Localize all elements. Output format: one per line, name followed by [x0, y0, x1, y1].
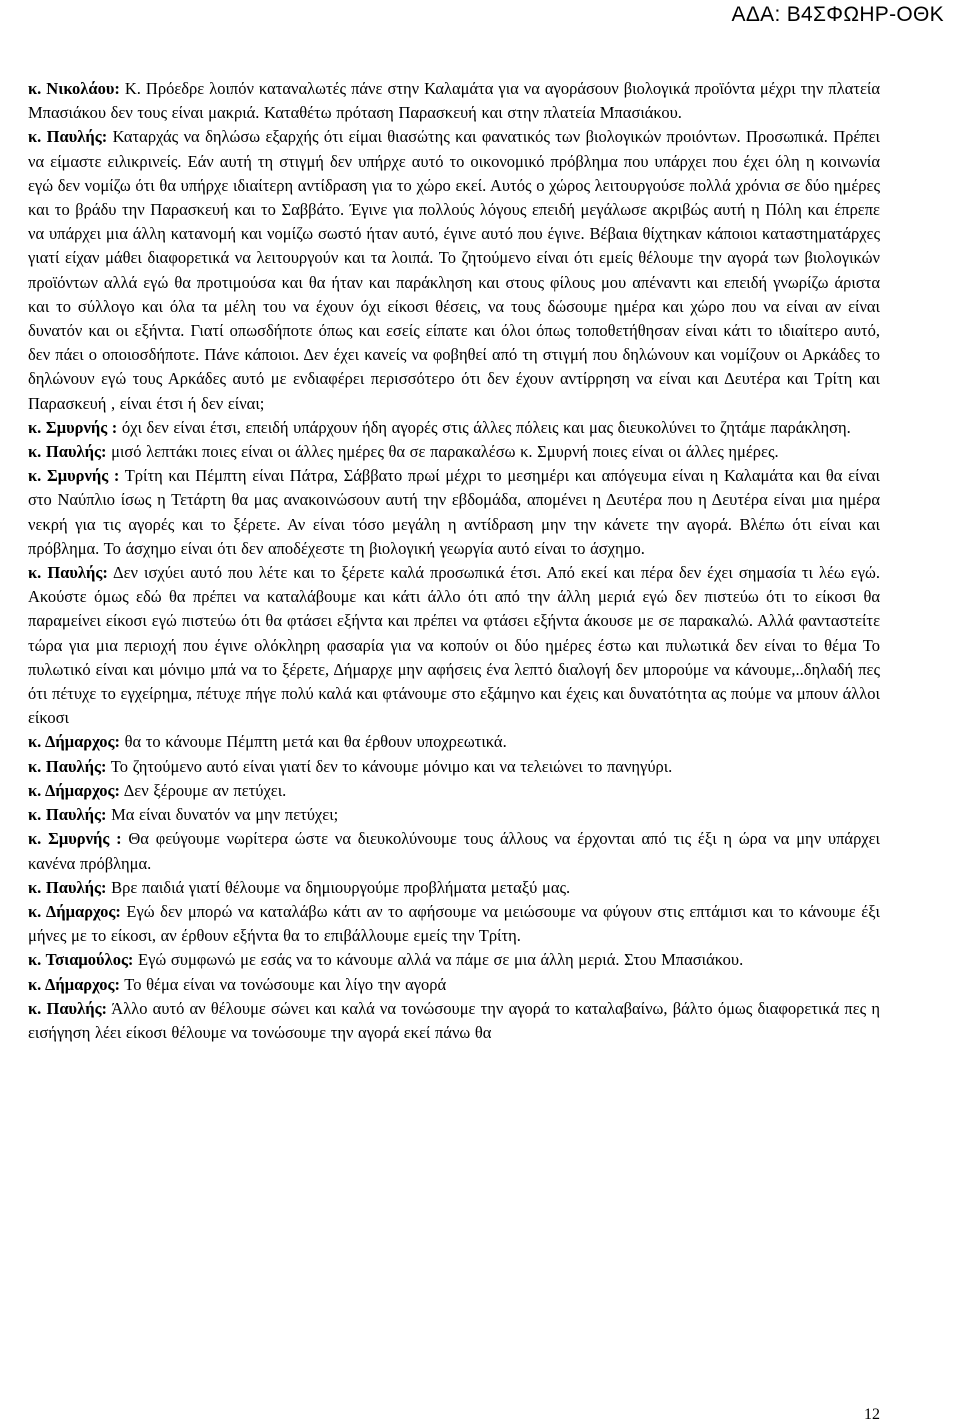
speaker-name: Σμυρνής :	[41, 466, 120, 486]
speaker-prefix: κ.	[28, 756, 42, 776]
speaker-paragraph	[28, 730, 880, 754]
speech-text: Δεν ισχύει αυτό που λέτε και το ξέρετε καλά προσωπικά έτσι. Από εκεί και πέρα δεν έχει σημασία τι λέω εγώ. Ακούστε όμως εδώ θα πρέπει να καταλάβουμε και κάτι άλλο ότι από την άλλη μεριά εγώ δεν πιστεύω ότι το είκοσι θα παραμείνει είκοσι εγώ πιστεύω ότι θα φτάσει εξήντα και πρέπει να φτάσει εξήντα άκουσε με σε παρακαλώ. Αλλά φανταστείτε τώρα για μια περιοχή που έγινε ολόκληρη φασαρία για να κοπούν οι δύο ημέρες έστω και πυλωτικά δεν είναι το θέμα Το πυλωτικό είναι και μόνιμο μπά να το ξέρετε, Δήμαρχε μην αφήσεις ένα λεπτό διαλογή δεν μπορούμε να κάνουμε,..δηλαδή πες ότι πέτυχε το εγχείρημα, πέτυχε πήγε πολύ καλά και φτάνουμε στο εξάμηνο και έχεις και δυνατότητα ας πούμε να μπουν άλλοι είκοσι	[28, 563, 880, 728]
speaker-prefix: κ.	[28, 563, 42, 583]
speaker-paragraph	[28, 77, 880, 125]
minutes-text	[28, 77, 880, 1045]
speaker-prefix: κ.	[28, 829, 42, 849]
speech-text: Το θέμα είναι να τονώσουμε και λίγο την αγορά	[119, 974, 447, 994]
speech-text: Κ. Πρόεδρε λοιπόν καταναλωτές πάνε στην Καλαμάτα για να αγοράσουν βιολογικά προϊόντα μέχρι την πλατεία Μπασιάκου δεν τους είναι μακριά. Καταθέτω πρόταση Παρασκευή και στην πλατεία Μπασιάκου.	[28, 79, 880, 123]
speaker-prefix: κ.	[28, 732, 42, 752]
speech-text: Θα φεύγουμε νωρίτερα ώστε να διευκολύνουμε τους άλλους να έρχονται από τις έξι η ώρα να μην υπάρχει κανένα πρόβλημα.	[28, 829, 880, 873]
speaker-paragraph	[28, 973, 880, 997]
speaker-paragraph	[28, 827, 880, 875]
speaker-paragraph	[28, 803, 880, 827]
speaker-prefix: κ.	[28, 79, 42, 98]
speaker-name: Σμυρνής :	[41, 829, 122, 849]
speaker-name: Δήμαρχος:	[41, 732, 120, 752]
speech-text: Μα είναι δυνατόν να μην πετύχει;	[106, 805, 339, 825]
speaker-paragraph	[28, 755, 880, 779]
speaker-name: Τσιαμούλος:	[41, 950, 134, 970]
speech-text: Εγώ συμφωνώ με εσάς να το κάνουμε αλλά να πάμε σε μια άλλη μεριά. Στου Μπασιάκου.	[133, 950, 744, 970]
speaker-prefix: κ.	[28, 127, 42, 147]
speaker-paragraph	[28, 561, 880, 730]
speaker-paragraph	[28, 900, 880, 948]
speaker-name: Παυλής:	[41, 877, 107, 897]
page-number: 12	[864, 1406, 880, 1423]
speaker-prefix: κ.	[28, 780, 42, 800]
speaker-name: Παυλής:	[41, 563, 108, 583]
speech-text: Εγώ δεν μπορώ να καταλάβω κάτι αν το αφήσουμε να μειώσουμε να φύγουν στις επτάμισι και το κάνουμε έξι μήνες με το είκοσι, αν έρθουν εξήντα θα το επιβάλλουμε εμείς την Τρίτη.	[28, 901, 880, 946]
speaker-name: Παυλής:	[41, 442, 107, 462]
speech-text: Το ζητούμενο αυτό είναι γιατί δεν το κάνουμε μόνιμο και να τελειώνει το πανηγύρι.	[106, 756, 673, 776]
speaker-name: Παυλής:	[41, 756, 107, 776]
speaker-paragraph	[28, 997, 880, 1045]
speaker-prefix: κ.	[28, 805, 42, 825]
speaker-name: Δήμαρχος:	[41, 974, 120, 994]
ada-header: ΑΔΑ: Β4ΣΦΩΗΡ-ΟΘΚ	[731, 3, 944, 26]
speaker-prefix: κ.	[28, 466, 42, 486]
speaker-name: Σμυρνής :	[41, 417, 118, 437]
speaker-paragraph	[28, 464, 880, 561]
speaker-name: Παυλής:	[41, 127, 108, 147]
speaker-paragraph	[28, 779, 880, 803]
speaker-paragraph	[28, 125, 880, 415]
speech-text: Βρε παιδιά γιατί θέλουμε να δημιουργούμε προβλήματα μεταξύ μας.	[106, 877, 571, 897]
speaker-paragraph	[28, 948, 880, 972]
speech-text: Άλλο αυτό αν θέλουμε σώνει και καλά να τονώσουμε την αγορά το καταλαβαίνω, βάλτο όμως διαφορετικά πες η εισήγηση λέει είκοσι θέλουμε να τονώσουμε την αγορά εκεί πάνω θα	[28, 998, 880, 1042]
speaker-name: Παυλής:	[41, 805, 107, 825]
speech-text: Δεν ξέρουμε αν πετύχει.	[119, 780, 287, 800]
speech-text: μισό λεπτάκι ποιες είναι οι άλλες ημέρες θα σε παρακαλέσω κ. Σμυρνή ποιες είναι οι άλλες ημέρες.	[106, 442, 779, 462]
speech-text: θα το κάνουμε Πέμπτη μετά και θα έρθουν υποχρεωτικά.	[119, 732, 507, 752]
speaker-prefix: κ.	[28, 442, 42, 462]
speaker-paragraph	[28, 416, 880, 440]
speaker-prefix: κ.	[28, 950, 42, 970]
speaker-prefix: κ.	[28, 998, 42, 1018]
speaker-prefix: κ.	[28, 901, 42, 921]
speaker-prefix: κ.	[28, 417, 42, 437]
speaker-prefix: κ.	[28, 877, 42, 897]
speaker-name: Παυλής:	[41, 998, 108, 1018]
speech-text: Τρίτη και Πέμπτη είναι Πάτρα, Σάββατο πρωί μέχρι το μεσημέρι και απόγευμα είναι η Καλαμάτα και θα είναι στο Ναύπλιο ίσως η Τετάρτη θα μας ανακοινώσουν αυτή την εβδομάδα, απομένει η Δευτέρα που η Δευτέρα είναι μια ημέρα νεκρή για τις αγορές και το ξέρετε. Αν είναι τόσο μεγάλη η αντίδραση μην την κάνετε την αγορά. Βλέπω ότι είναι και πρόβλημα. Το άσχημο είναι ότι δεν αποδέχεστε τη βιολογική γεωργία αυτό είναι το άσχημο.	[28, 466, 881, 558]
speaker-name: Δήμαρχος:	[41, 901, 121, 921]
speaker-prefix: κ.	[28, 974, 42, 994]
speech-text: όχι δεν είναι έτσι, επειδή υπάρχουν ήδη αγορές στις άλλες πόλεις και μας διευκολύνει το ζητάμε παράκληση.	[117, 417, 851, 437]
speaker-paragraph	[28, 876, 880, 900]
speech-text: Καταρχάς να δηλώσω εξαρχής ότι είμαι θιασώτης και φανατικός των βιολογικών προιόντων. Προσωπικά. Πρέπει να είμαστε ειλικρινείς. Εάν αυτή τη στιγμή δεν υπήρχε αυτό το οικονομικό πρόβλημα που υπάρχει που έχει όλη η κοινωνία εγώ δεν νομίζω ότι θα υπήρχε ιδιαίτερη αντίδραση για το χώρο εκεί. Αυτός ο χώρος λειτουργούσε πολλά χρόνια σε δύο ημέρες και το βράδυ την Παρασκευή και το Σαββάτο. Έγινε για πολλούς λόγους επειδή μεγάλωσε ακριβώς αυτή η Πόλη και έπρεπε να υπάρχει μια άλλη κατανομή και νομίζω σωστό ήταν αυτό, έγινε αυτό που έγινε. Βέβαια θίχτηκαν κάποιοι καταστηματάρχες γιατί είχαν μάθει διαφορετικά να λειτουργούν και τα λοιπά. Το ζητούμενο είναι ότι εμείς θέλουμε την αγορά των βιολογικών προϊόντων αλλά εγώ θα προτιμούσα και θα ήταν και παράκληση και στους φίλους μου απέναντι και επειδή γνωρίζω άριστα και το σύλλογο και όλα τα μέλη του να έχουν όχι είκοσι θέσεις, να τους δώσουμε ημέρα και χώρο που να είναι αν είναι δυνατόν και οι εξήντα. Γιατί οπωσδήποτε όπως και εσείς είπατε και όλοι όπως τοποθετήθησαν είναι κάτι το ιδιαίτερο αυτό, δεν πάει ο οποιοσδήποτε. Πάνε κάποιοι. Δεν έχει κανείς να φοβηθεί από τη στιγμή που δηλώνουν και νομίζουν οι Αρκάδες το δηλώνουν εγώ τους Αρκάδες αυτό με ενδιαφέρει περισσότερο ότι δεν έχουν αντίρρηση να είναι και Δευτέρα και Τρίτη και Παρασκευή , είναι έτσι ή δεν είναι;	[28, 127, 880, 413]
speaker-name: Δήμαρχος:	[41, 780, 120, 800]
speaker-name: Νικολάου:	[41, 79, 120, 98]
speaker-paragraph	[28, 440, 880, 464]
